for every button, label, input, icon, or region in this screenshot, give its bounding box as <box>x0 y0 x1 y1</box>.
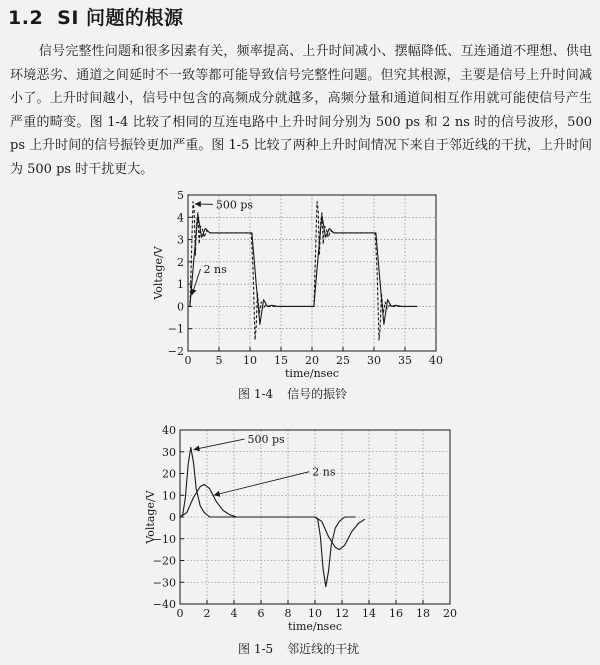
fig2-annotation-arrow-line <box>194 439 245 450</box>
figure-1-4 <box>0 178 600 380</box>
fig2-xtick-label: 16 <box>389 607 403 620</box>
fig2-xtick-label: 6 <box>257 607 265 620</box>
fig2-ytick-label: 40 <box>162 424 176 437</box>
fig1-y-axis-label: Voltage/V <box>152 246 165 300</box>
fig1-ytick-label: 0 <box>177 300 184 314</box>
fig1-xtick-label: 25 <box>336 354 350 367</box>
fig2-ytick-label: 20 <box>162 467 176 481</box>
fig2-ytick-label: −30 <box>152 576 176 590</box>
fig2-xtick-label: 0 <box>176 607 184 620</box>
fig2-ytick-label: 0 <box>169 511 176 524</box>
fig2-ytick-label: −40 <box>152 598 176 611</box>
figure-1-5-caption <box>238 640 373 657</box>
fig1-ytick-label: 3 <box>177 233 184 247</box>
fig1-xtick-label: 30 <box>367 354 381 367</box>
figure-1-4-caption-number: 图 1-4 <box>238 387 274 401</box>
fig1-ytick-label: −1 <box>167 322 184 336</box>
fig2-xtick-label: 4 <box>230 607 238 620</box>
fig1-xtick-label: 15 <box>274 354 288 367</box>
fig1-annotation-label: 500 ps <box>215 198 254 212</box>
figure-1-5-caption-number: 图 1-5 <box>238 642 274 656</box>
fig1-annotation-arrow-head <box>195 201 201 207</box>
fig1-xtick-label: 40 <box>429 354 443 367</box>
fig1-xtick-label: 20 <box>305 354 319 367</box>
chart-crosstalk <box>0 420 600 633</box>
body-paragraph: 信号完整性问题和很多因素有关，频率提高、上升时间减小、摆幅降低、互连通道不理想、供电环境恶劣、通道之间延时不一致等都可能导致信号完整性问题。但究其根源，主要是信号上升时间减小了。上升时间越小，信号中包含的高频成分就越多，高频分量和通道间相互作用就可能使信号产生严重的畸变。图 1-4 比较了相同的互连电路中上升时间分别为 500 ps 和 2 ns 时的信号波形，500 ps 上升时间的信号振铃更加严重。图 1-5 比较了两种上升时间情况下来自于邻近线的干扰，上升时间为 500 ps 时干扰更大。 <box>10 44 592 177</box>
fig1-xtick-label: 35 <box>398 354 412 367</box>
fig1-ytick-label: 1 <box>177 278 184 292</box>
fig1-xtick-label: 0 <box>184 354 192 367</box>
fig2-annotation-label: 2 ns <box>312 465 336 479</box>
figure-1-5 <box>0 420 600 633</box>
fig2-xtick-label: 8 <box>284 607 292 620</box>
fig2-series-2ns <box>180 484 365 549</box>
fig2-annotation-label: 500 ps <box>247 433 285 447</box>
section-title: SI 问题的根源 <box>57 7 184 29</box>
figure-1-4-caption <box>238 385 361 402</box>
fig1-ytick-label: 4 <box>177 211 184 225</box>
chart-signal-ringing <box>0 178 600 380</box>
fig2-annotation-arrow-head <box>214 491 221 497</box>
section-heading <box>8 3 184 30</box>
fig1-ytick-label: 5 <box>177 189 184 202</box>
fig2-ytick-label: 30 <box>162 445 176 459</box>
fig1-x-axis-label: time/nsec <box>285 367 339 380</box>
fig2-xtick-label: 14 <box>362 607 376 620</box>
fig1-xtick-label: 5 <box>215 354 223 367</box>
fig1-xtick-label: 10 <box>243 354 257 367</box>
fig2-xtick-label: 10 <box>308 607 322 620</box>
section-number: 1.2 <box>8 7 44 29</box>
fig1-annotation-arrow-head <box>191 289 197 296</box>
fig2-x-axis-label: time/nsec <box>288 620 342 633</box>
fig2-annotation-arrow-line <box>214 472 310 496</box>
fig1-ytick-label: 2 <box>177 255 184 269</box>
fig2-ytick-label: −20 <box>152 554 176 568</box>
figure-1-5-caption-text: 邻近线的干扰 <box>287 642 360 656</box>
fig2-ytick-label: 10 <box>162 489 176 503</box>
fig1-ytick-label: −2 <box>167 345 184 358</box>
figure-1-4-caption-text: 信号的振铃 <box>287 387 348 401</box>
fig2-annotation-arrow-head <box>194 445 200 451</box>
fig2-xtick-label: 2 <box>203 607 211 620</box>
fig2-ytick-label: −10 <box>152 532 176 546</box>
fig2-xtick-label: 12 <box>335 607 349 620</box>
fig2-xtick-label: 18 <box>416 607 430 620</box>
fig2-y-axis-label: Voltage/V <box>144 490 157 544</box>
fig1-annotation-label: 2 ns <box>203 263 227 276</box>
fig2-xtick-label: 20 <box>443 607 457 620</box>
